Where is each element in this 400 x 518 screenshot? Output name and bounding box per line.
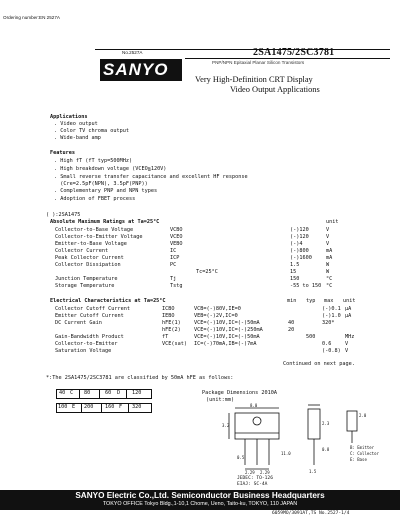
elec-row — [0, 348, 400, 355]
param-unit: V — [326, 241, 330, 247]
dim-label: 2.0 — [359, 413, 367, 418]
param-condition: VCE=(-)10V,IC=(-)50mA — [194, 320, 260, 326]
param-symbol: ICP — [170, 255, 180, 261]
param-symbol: VCBO — [170, 227, 183, 233]
class-divider — [79, 390, 80, 398]
elec-row — [0, 334, 400, 341]
abs-max-row — [0, 241, 400, 248]
param-name: Collector Cutoff Current — [55, 306, 130, 312]
class-divider — [128, 404, 129, 412]
param-symbol: fT — [162, 334, 169, 340]
dim-label: 1.5 — [309, 469, 317, 474]
param-symbol: VCE(sat) — [162, 341, 187, 347]
abs-max-row — [0, 262, 400, 269]
applications-heading: Applications — [50, 114, 88, 120]
param-max: (-)1.0 — [322, 313, 341, 319]
sanyo-logo-text: SANYO — [103, 60, 169, 79]
param-unit: °C — [326, 283, 333, 289]
param-name: Peak Collector Current — [55, 255, 124, 261]
param-value: -55 to 150 — [290, 283, 322, 289]
application-item: . Video output — [54, 121, 98, 127]
jedec-code: JEDEC: TO-126 — [237, 476, 273, 481]
continued-note: Continued on next page. — [283, 361, 355, 367]
param-max: (-)0.1 — [322, 306, 341, 312]
dim-label: 8.0 — [250, 403, 258, 408]
param-value: (-)120 — [290, 234, 309, 240]
class-value: 160 — [105, 404, 115, 410]
param-condition: VCE=(-)10V,IC=(-)50mA — [194, 334, 260, 340]
elec-row — [0, 327, 400, 334]
param-symbol: Tstg — [170, 283, 183, 289]
abs-max-unit-header: unit — [326, 219, 339, 225]
dim-label: 2.29 — [260, 470, 270, 475]
elec-row — [0, 313, 400, 320]
param-name: Collector Current — [55, 248, 109, 254]
feature-item: . Small reverse transfer capacitance and excellent HF response — [54, 174, 248, 180]
param-condition: IC=(-)70mA,IB=(-)7mA — [194, 341, 257, 347]
abs-max-row — [0, 269, 400, 276]
class-value: 60 — [105, 390, 112, 396]
abs-max-heading: Absolute Maximum Ratings at Ta=25°C — [50, 219, 160, 225]
param-symbol: hFE(2) — [162, 327, 181, 333]
param-name: Collector-to-Emitter Voltage — [55, 234, 143, 240]
class-value: 320 — [132, 404, 142, 410]
class-value: 120 — [132, 390, 142, 396]
param-unit: V — [345, 348, 349, 354]
abs-max-row — [0, 248, 400, 255]
abs-max-row — [0, 276, 400, 283]
footer-address: TOKYO OFFICE Tokyo Bldg.,1-10,1 Chome, Ueno, Taito-ku, TOKYO, 110 JAPAN — [102, 501, 298, 507]
features-heading: Features — [50, 150, 75, 156]
param-unit: V — [345, 341, 349, 347]
elec-col-min: min — [287, 298, 297, 304]
dim-label: 11.0 — [281, 451, 291, 456]
param-unit: °C — [326, 276, 333, 282]
param-value: (-)800 — [290, 248, 309, 254]
class-rank: E — [72, 404, 76, 410]
package-side — [308, 409, 320, 439]
param-condition: Tc=25°C — [196, 269, 218, 275]
pin-label: B: Emitter — [350, 445, 375, 450]
param-symbol: VCEO — [170, 234, 183, 240]
header-rule-2 — [185, 58, 390, 59]
param-max: 320* — [322, 320, 335, 326]
param-max: 0.6 — [322, 341, 332, 347]
package-heading: Package Dimensions 2010A — [202, 390, 277, 396]
param-condition: VCE=(-)10V,IC=(-)250mA — [194, 327, 263, 333]
abs-max-row — [0, 283, 400, 290]
class-divider — [101, 404, 102, 412]
application-item: . Color TV chroma output — [54, 128, 129, 134]
feature-item: . High breakdown voltage (VCEO≧120V) — [54, 166, 167, 172]
param-name: DC Current Gain — [55, 320, 102, 326]
elec-row — [0, 320, 400, 327]
param-min: 40 — [288, 320, 295, 326]
param-name: Junction Temperature — [55, 276, 118, 282]
param-name: Emitter Cutoff Current — [55, 313, 124, 319]
param-condition: VCB=(-)80V,IE=0 — [194, 306, 241, 312]
param-typ: 500 — [306, 334, 316, 340]
classification-row-2 — [56, 403, 152, 413]
param-unit: μA — [345, 313, 352, 319]
elec-heading: Electrical Characteristics at Ta=25°C — [50, 298, 166, 304]
footer-code: 6059MO/3091AT,TS No.2527-1/4 — [272, 511, 350, 516]
class-divider — [99, 390, 100, 398]
param-unit: V — [326, 234, 330, 240]
class-value: 100 — [58, 404, 68, 410]
param-name: Collector Dissipation — [55, 262, 121, 268]
footer-company: SANYO Electric Co.,Ltd. Semiconductor Business Headquarters — [75, 491, 325, 500]
class-rank: C — [70, 390, 74, 396]
param-name: Emitter-to-Base Voltage — [55, 241, 127, 247]
class-rank: F — [119, 404, 123, 410]
param-value: (-)120 — [290, 227, 309, 233]
param-symbol: ICBO — [162, 306, 175, 312]
feature-item: . Adoption of FBET process — [54, 196, 136, 202]
class-divider — [126, 390, 127, 398]
abs-max-row — [0, 234, 400, 241]
elec-row — [0, 341, 400, 348]
param-name: Collector-to-Emitter — [55, 341, 118, 347]
param-value: 150 — [290, 276, 300, 282]
feature-item: (Cre=2.5pF(NPN), 3.5pF(PNP)) — [54, 181, 148, 187]
class-rank: D — [117, 390, 121, 396]
elec-col-max: max — [324, 298, 334, 304]
param-min: 20 — [288, 327, 295, 333]
param-unit: V — [326, 227, 330, 233]
param-name: Saturation Voltage — [55, 348, 112, 354]
mounting-hole — [253, 417, 261, 425]
param-symbol: PC — [170, 262, 177, 268]
param-value: 1.5 — [290, 262, 300, 268]
dim-label: 0.5 — [237, 455, 245, 460]
class-value: 200 — [84, 404, 94, 410]
param-unit: MHz — [345, 334, 355, 340]
application-item: . Wide-band amp — [54, 135, 101, 141]
param-max: (-0.8) — [322, 348, 341, 354]
dim-label: 2.29 — [245, 470, 255, 475]
param-value: (-)4 — [290, 241, 303, 247]
param-symbol: Tj — [170, 276, 177, 282]
dim-label: 3.2 — [222, 423, 230, 428]
elec-col-unit: unit — [343, 298, 356, 304]
param-unit: mA — [326, 248, 333, 254]
elec-col-typ: typ — [306, 298, 316, 304]
pin-label: E: Base — [350, 457, 367, 462]
dim-label: 2.3 — [322, 421, 330, 426]
classification-note: *:The 2SA1475/2SC3781 are classified by 50mA hFE as follows: — [46, 375, 234, 381]
package-drawing — [205, 403, 390, 475]
param-unit: μA — [345, 306, 352, 312]
param-value: (-)1600 — [290, 255, 312, 261]
title-line-1: Very High-Definition CRT Display — [195, 75, 313, 84]
class-divider — [81, 404, 82, 412]
feature-item: . Complementary PNP and NPN types — [54, 188, 158, 194]
feature-item: . High fT (fT typ=500MHz) — [54, 158, 133, 164]
footer-band — [0, 490, 400, 510]
param-name: Storage Temperature — [55, 283, 115, 289]
transistor-type: PNP/NPN Epitaxial Planar Silicon Transistors — [212, 60, 305, 65]
abs-max-row — [0, 227, 400, 234]
param-symbol: IEBO — [162, 313, 175, 319]
class-value: 40 — [59, 390, 66, 396]
dim-label: 0.8 — [322, 447, 330, 452]
param-unit: W — [326, 262, 330, 268]
pin-label: C: Collector — [350, 451, 379, 456]
part-number: 2SA1475/2SC3781 — [253, 47, 335, 58]
param-value: 15 — [290, 269, 297, 275]
param-symbol: VEBO — [170, 241, 183, 247]
classification-row-1 — [56, 389, 152, 399]
param-symbol: IC — [170, 248, 177, 254]
part-note: ( ):2SA1475 — [46, 212, 81, 218]
param-unit: mA — [326, 255, 333, 261]
package-unit: (unit:mm) — [206, 397, 235, 403]
title-line-2: Video Output Applications — [230, 85, 320, 94]
param-name: Gain-Bandwidth Product — [55, 334, 124, 340]
class-value: 80 — [84, 390, 91, 396]
param-unit: W — [326, 269, 330, 275]
sanyo-logo — [100, 59, 182, 81]
eiaj-code: EIAJ: SC-4A — [237, 482, 268, 487]
param-symbol: hFE(1) — [162, 320, 181, 326]
param-condition: VEB=(-)2V,IC=0 — [194, 313, 238, 319]
doc-number: No.2527A — [122, 50, 143, 55]
elec-row — [0, 306, 400, 313]
ordering-number: Ordering number:EN 2527A — [3, 15, 60, 20]
param-name: Collector-to-Base Voltage — [55, 227, 134, 233]
abs-max-row — [0, 255, 400, 262]
